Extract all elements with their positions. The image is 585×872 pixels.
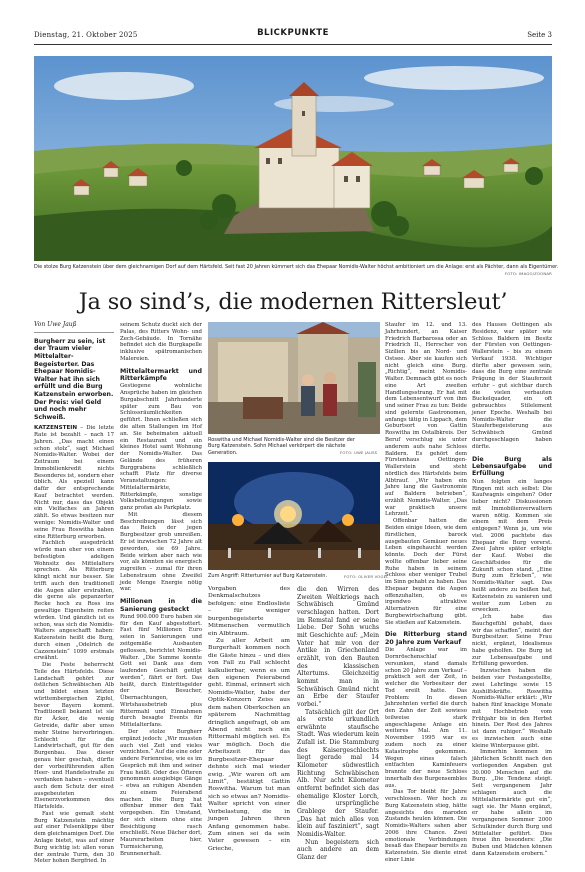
tournament-photo xyxy=(208,462,380,570)
header-rule xyxy=(34,44,552,45)
paragraph: Der stolze Burgherr ergänzt jedoch: „Wir mussten auch viel Zeit und vieles verzichten.“ Auf die eine oder andere Ferienreise, wie es im Gespräch mit ihm und seiner Frau heißt. Oder des Öfteren genommen ausgiebige Gänge – etwa an ruhigen Abenden zu einem Feierabend machen. Die Burg hat offenbar immer den Takt vorgegeben. Ein Umstand, der sich einem ohne eine Besichtigung rasch erschließt. Neue Dächer dort, Maurerarbeiten hier, Turmsicherung, Brunnenerhalt. xyxy=(120,728,202,857)
tournament-photo-caption: Zum Angriff: Ritterturnier auf Burg Katzenstein. xyxy=(208,573,328,579)
paragraph: Offenbar hatten die Beiden einige Ideen, wie dem fürstlichen, barock ausgebauten Gemäuer neues Leben eingehaucht werden könnte. Doch der Fürst wollte offenbar lieber seine Ruhe haben in seinem Schloss eher weniger Trubel im Sinn gehabt zu haben. Das Ehepaar begann die Augen offenzuhalten, ob es irgendwo attraktive Alternativen für eine Burgbewirtschaftung gibt. Sie stießen auf Katzenstein. xyxy=(385,518,467,626)
owners-photo xyxy=(208,322,380,434)
subheading: Die Burg als Lebensaufgabe und Erfüllung xyxy=(472,455,552,478)
top-photo-credit: FOTO: IMAGO/ZOONAR xyxy=(504,271,552,276)
paragraph: Inzwischen haben die beiden vier Festangestellte, zwei Lehrlinge sowie 15 Aushilfskräfte. Roswitha Nomidis-Walter erklärt: „Wir haben fünf knackige Monate mit Hochbetrieb vom Frühjahr bis in den Herbst hinein. Der Rest des Jahres ist dann ruhiger.“ Weshalb es inzwischen auch eine kleine Winterpause gibt. xyxy=(472,668,552,749)
subheading: Mittelaltermarkt und Ritterkämpfe xyxy=(120,367,202,382)
paragraph: seinem Schutz duckt sich der Palas, des Ritters Wohn- und Zech-Gebäude. In Tornähe befindet sich die Burgkapelle inklusive spätromanischen Malereien. xyxy=(120,322,202,362)
top-photo-caption: Die stolze Burg Katzenstein über dem gleichnamigen Dorf auf dem Härtsfeld. Seit fast 20 Jahren kümmert sich das Ehepaar Nomidis-Walter höchst ambitioniert um die Anlage: erst als Pächter, dann als Eigentümer. xyxy=(34,264,559,270)
owners-photo-credit: FOTO: UWE JAUSS xyxy=(340,450,378,455)
subheading: Die Ritterburg stand 20 Jahre zum Verkauf xyxy=(385,631,467,646)
section-title: BLICKPUNKTE xyxy=(257,28,329,38)
article-column-5 xyxy=(385,322,467,864)
paragraph: KATZENSTEIN – Die letzte Rate ist bezahlt – nach 17 Jahren. „Das macht einen schon stolz“, sagt Michael Nomidis-Walter. Wobei der Zeitraum bei einem Immobilienkredit nichts Besonderes ist, sondern eher üblich. Als speziell kann dafür der entsprechende Kauf betrachtet werden. Nicht nur, dass das Objekt ein Vielfaches an Jahren zählt. So etwas besitzen nur wenige: Nomidis-Walter und seine Frau Roswitha haben eine Ritterburg erworben. xyxy=(34,425,114,540)
paragraph: Staufer im 12. und 13. Jahrhundert, an Kaiser Friedrich Barbarossa oder an Friedrich II., Herrscher von Sizilien bis an Nord- und Ostsee. Aber sie kaufen sich nicht gleich eine Burg. „Richtig“, meint Nomidis-Walter. Demnach gibt es noch eine Art zweiten Handlungsstrang. Er hat mit dem Lebensentwurf von ihm und seiner Frau zu tun: Beide sind gelernte Gastronomen, anfangs tätig in Lippach, dem Geburtsort von Gattin Roswitha im Ostalbkreis. Der Beruf verschlug sie unter anderem aufs nahe Schloss Baldern. Es gehört dem Fürstenhaus Oettingen-Wallerstein und steht nördlich des Härtsfelds beim Albtrauf. „Wir haben ein Jahre lang die Gastronomie auf Baldern betrieben“, erzählt Nomidis-Walter. „Das war praktisch unsere Lehrzeit.“ xyxy=(385,322,467,518)
article-column-3 xyxy=(208,586,290,853)
article-lead: Burgherr zu sein, ist der Traum vieler Mittelalter-Begeisterter. Das Ehepaar Nomidis-Walter hat ihn sich erfüllt und die Burg Katzenstein erworben. Der Preis: viel Geld und noch mehr Schweiß. xyxy=(34,337,114,421)
tournament-photo-credit: FOTO: OLIVER VOGEL xyxy=(344,574,389,579)
paragraph: Immerhin kommen im jährlichen Schnitt nach den vorliegenden Angaben gut 30.000 Menschen auf die Burg. „Die Tendenz steigt. Seit vergangenem Jahr schlagen auch die Mittelaltermärkte gut ein“, sagt sie. Ihr Mann ergänzt, er habe allein im vergangenen Sommer 2000 Schulkinder durch Burg und Mittelalter geführt. Dies freue ihn besonders: „Die Buben und Mädchen können dann Katzenstein erobern.“ xyxy=(472,749,552,857)
owners-photo-caption: Roswitha und Michael Nomidis-Walter sind die Besitzer der Burg Katzenstein. Sohn Michael verkörpert die nächste Generation. xyxy=(208,437,355,456)
article-headline: Ja so sind’s, die modernen Rittersleut’ xyxy=(78,289,508,315)
byline: Von Uwe Jauß xyxy=(34,322,114,333)
issue-date: Dienstag, 21. Oktober 2025 xyxy=(34,31,138,39)
paragraph: Fachlich ausgedrückt würde man eher von einem befestigten adeligen Wohnsitz des Mittelalters sprechen. Als Ritterburg klingt nicht nur besser. Sie trifft auch den traditionell die Augen aller erstrahlen, die gerne als gepanzerter Recke hoch zu Ross ins gewaltige Eigenheim reiten würden. Und gänzlich ist es schon, was sich die Nomidis-Walters angeschafft haben: Katzenstein heißt die Burg, durch einen „Odelrich de Cazzenstein“ 1099 erstmals erwähnt. xyxy=(34,540,114,662)
tournament-image xyxy=(208,462,380,570)
paragraph: Mit diesem Beschreibungen lässt sich das Reich der jegen Burgbesitzer grob umreißen. Er ist inzwischen 72 Jahre alt geworden, sie 69 Jahre. Beide wirken aber nach wie vor, als könnten sie energisch zugreifen – zumal für ihren Lebenstraum ohne Zweifel jede Menge Energie nötig war. xyxy=(120,511,202,593)
paragraph: „Ich habe das Bauchgefühl gehabt, dass wir das schaffen“, meint der Burgbesitzer. Seine Frau nickt, ergänzt, Idealismus habe geholfen. Die Burg ist zur Lebensaufgabe und Erfüllung geworden. xyxy=(472,614,552,668)
paragraph: Vorgaben des Denkmalschutzes befolgen: eine Endlosliste – für weniger burgenbegeisterte Mitmenschen vermutlich ein Albtraum. xyxy=(208,586,290,637)
article-column-1 xyxy=(34,322,114,865)
paragraph: Zu aller Arbeit am Burgerhalt kommen noch die Gäste hinzu – und dies von Fall zu Fall schlecht kalkulierbar, wenn es um den eigenen Feierabend geht. Einmal, erinnert sich Nomidis-Walter, habe der Optik-Konzern Zeiss aus dem nahen Oberkochen an späterem Nachmittag dringlich angefragt, ob am Abend nicht noch ein Rittermahl möglich sei. Es war möglich. Doch die Arbeitszeit für das Burgbesitzer-Ehepaar dehnte sich mal wieder ewig. „Wir waren oft am Limit“, bestätigt Gattin Roswitha. Warum tut man sich so etwas an? Nomidis-Walter spricht von einer Vorbelastung, die in jungen Jahren ihren Anfang genommen habe. Zum einen sei da sein Vater gewesen – ein Grieche, xyxy=(208,637,290,852)
paragraph: Die Feste beherrscht Teile des Härtsfelds. Diese Landschaft gehört zur östlichen Schwäbischen Alb und bildet einen letzten württembergischen Zipfel, bevor Bayern kommt. Traditionell bekannt ist sie für Äcker, die wenig Getreide, dafür aber umso mehr Steine hervorbringen. Schlecht für die Landwirtschaft, gut für den Burgenbau. Das dieser genau hier geschah, dürfte der vorbeiführenden alten Heer- und Handelsstraße zu verdanken haben – eventuell auch dem Schutz der einst ausgebeuteten Eisenerzvorkommen des Härtsfelds. xyxy=(34,662,114,811)
page-number: Seite 3 xyxy=(527,31,552,39)
paragraph: Gestiegene wohnliche Ansprüche haben im gleichen Burgabschnitt Jahrhunderte später zum Bau von Schlossräumlichkeiten geführt. Ihnen schließen sich die alten Stallungen im Hof an. Sie beheimaten aktuell ein Restaurant und ein kleines Hotel samt Wohnung der Nomidis-Walter. Das Gelände des früheren Burggrabens schließlich schafft Platz für diverse Veranstaltungen: Mittelaltermärkte, Ritterkämpfe, sonstige Volksbelustigungen sowie ganz profan als Parkplatz. xyxy=(120,383,202,512)
paragraph: Nun folgten ein langes Ringen mit sich selbst: Die Kaufwagnis eingehen? Oder lieber nicht? Diskussionen mit Immobilienverwaltern waren nötig. Kommen sie einem mit dem Preis entgegen? Wenn ja, um wie viel. 2006 pachtete das Ehepaar die Burg vorerst. Zwei Jahre später erfolgte der Kauf. Wobei die Geschäftsidee für die Zukunft schon stand. „Eine Burg zum Erleben“, wie Nomidis-Walter sagt. Das heißt andere zu beißen hat, Katzenstein zu sanieren und weiter zum Leben zu erwecken. xyxy=(472,478,552,614)
paragraph: Tatsächlich gilt der Ort als erste urkundlich erwähnte staufische Stadt. Was wiederum kein Zufall ist. Die Stammburg des Kaisergeschlechts liegt gerade mal 14 Kilometer südwestlich Richtung Schwäbischen Alb. Nur acht Kilometer entfernt befindet sich das ehemalige Kloster Lorch, die ursprüngliche Grablege der Staufer. „Das hat mich alles von klein auf fasziniert“, sagt Nomidis-Walter. xyxy=(297,708,379,838)
article-column-6 xyxy=(472,322,552,858)
page-header xyxy=(34,28,552,42)
article-column-4 xyxy=(297,586,379,862)
castle-landscape-image xyxy=(34,56,552,261)
paragraph: Das Tor bleibt für Jahre verschlossen. Wer hoch zu Burg Katzenstein stieg, hätte angesichts des maroden Zustands heulen können. Die Nomidis-Walters sahen aber 2006 ihre Chance. Zwei emotionale Verbindungen besaß das Ehepaar bereits zu Katzenstein. Sie diente einst einer Linie xyxy=(385,789,467,863)
article-column-2 xyxy=(120,322,202,858)
paragraph: Nun begeistern sich auch andere an dem Glanz der xyxy=(297,838,379,861)
paragraph: des Hauses Oettingen als Residenz, war später wie Schloss Baldern im Besitz der Fürsten von Oettingen-Wallerstein – bis zu einem Verkauf 1938. Wichtiger dürfte aber gewesen sein, dass die Burg eine zentrale Prägung in der Stauferzeit erfuhr – gut sichtbar durch die vielen verbauten Buckelquader, ein oft gebrauchtes Stilelement jener Epoche. Weshalb bei Nomidis-Walter die Stauferbegeisterung aus Schwäbisch Gmünd durchgeschlagen haben dürfte. xyxy=(472,322,552,450)
owners-image xyxy=(208,322,380,434)
paragraph: Rund 900.000 Euro haben sie für den Kauf abgestottert. Fast fünf Millionen Euro seien in Sanierungen und zeitgemäße Ausbauten geflossen, berichtet Nomidis-Walter. „Die Summe konnte Gott sei Dank aus dem laufenden Geschäft getilgt werden“, fährt er fort. Das heißt, durch Eintrittsgelder der Besucher, Übernachtungen, Wirtshausbetrieb plus Rittermahl und Einnahmen durch besagte Events für Mittelalterfans. xyxy=(120,613,202,729)
paragraph: Die Anlage war im Dornröschenschlaf versunken, stand damals schon 20 Jahre zum Verkauf – praktisch seit der Zeit, in welcher die Vorbesitzer der Tod ereilt hatte. Das Problem: In diesen Jahrzehnten verfiel die durch den Zahn der Zeit sowieso teilweise stark angeschlagene Anlage ein weiteres Mal. Am 11. November 1995 war es zudem noch zu einer Katastrophe gekommen. Wegen eines falsch entfachten Kaminfeuers brannte der neue Schloss innerhalb des Burgensembles aus. xyxy=(385,647,467,789)
subheading: Millionen in die Sanierung gesteckt xyxy=(120,598,202,613)
castle-photo xyxy=(34,56,552,261)
paragraph: Fast wie gemalt steht Burg Katzenstein mächtig auf einer Felsenklippe über dem gleichnamigen Dorf. Die Anlage bietet, was auf einer Burg wichtig ist: allen voran der zentrale Turm, den 30 Meter hohen Bergfried. In xyxy=(34,810,115,865)
dateline: KATZENSTEIN xyxy=(34,425,78,432)
paragraph: die den Wirren des Zweiten Weltkriegs nach Schwäbisch Gmünd verschlagen hatten. Dort im Remstal fand er seine Liebe. Der Sohn wuchs mit Geschichte auf: „Mein Vater hat mir von der Antike in Griechenland erzählt, von den Bauten des klassischen Altertums. Gleichzeitig kommt man in Schwäbisch Gmünd nicht an Erbe der Staufer vorbei.“ xyxy=(297,586,379,708)
